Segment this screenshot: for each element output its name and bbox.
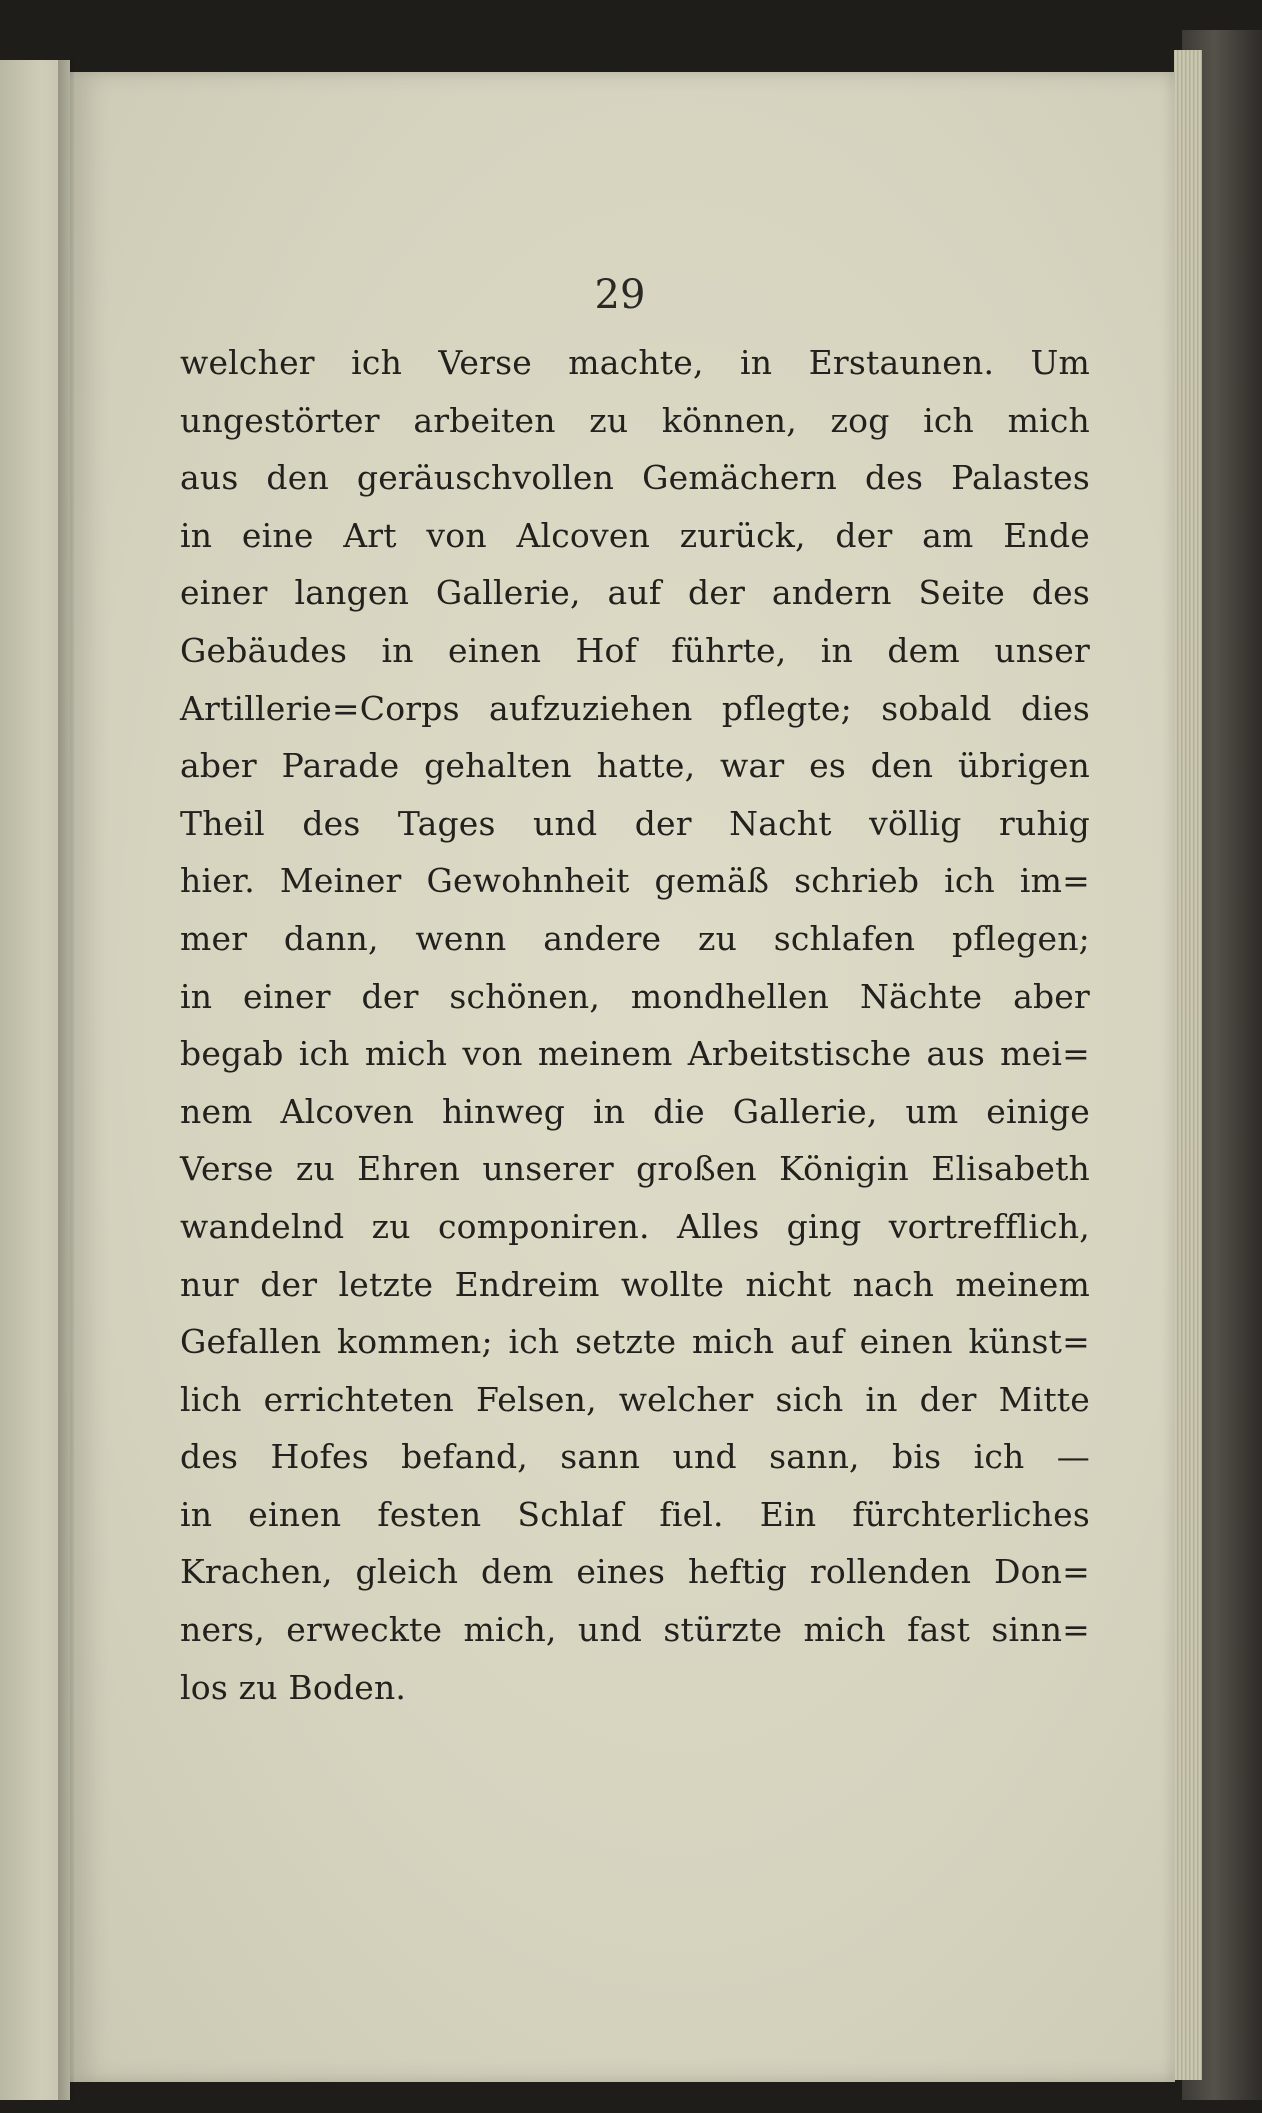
text-line: Theil des Tages und der Nacht völlig ruhig	[180, 803, 1090, 843]
text-line: lich errichteten Felsen, welcher sich in der Mitte	[180, 1379, 1090, 1419]
page-stack-edge	[1174, 50, 1202, 2080]
text-line: in eine Art von Alcoven zurück, der am Ende	[180, 515, 1090, 555]
text-line: los zu Boden.	[180, 1667, 407, 1707]
page-text	[180, 334, 1090, 1716]
text-line: Krachen, gleich dem eines heftig rollenden Don=	[180, 1552, 1090, 1592]
text-line: hier. Meiner Gewohnheit gemäß schrieb ich im=	[180, 861, 1090, 901]
text-line: ungestörter arbeiten zu können, zog ich mich	[180, 400, 1090, 440]
binding-gutter	[58, 60, 74, 2100]
text-line: des Hofes befand, sann und sann, bis ich —	[180, 1437, 1090, 1477]
text-line: welcher ich Verse machte, in Erstaunen. Um	[180, 343, 1090, 382]
text-line: ners, erweckte mich, und stürzte mich fast sinn=	[180, 1610, 1090, 1650]
text-line: Verse zu Ehren unserer großen Königin Elisabeth	[180, 1149, 1090, 1189]
text-line: Gefallen kommen; ich setzte mich auf einen künst=	[180, 1322, 1090, 1362]
text-line: mer dann, wenn andere zu schlafen pflegen;	[180, 918, 1090, 958]
text-line: in einen festen Schlaf fiel. Ein fürchterliches	[180, 1494, 1090, 1534]
text-line: aus den geräuschvollen Gemächern des Palastes	[180, 458, 1090, 498]
text-line: Gebäudes in einen Hof führte, in dem unser	[180, 630, 1090, 670]
text-line: nem Alcoven hinweg in die Gallerie, um einige	[180, 1091, 1090, 1131]
text-line: Artillerie=Corps aufzuziehen pflegte; sobald dies	[180, 688, 1090, 728]
text-line: begab ich mich von meinem Arbeitstische aus mei=	[180, 1034, 1090, 1074]
page-number: 29	[594, 272, 646, 318]
text-line: in einer der schönen, mondhellen Nächte aber	[180, 976, 1090, 1016]
text-line: nur der letzte Endreim wollte nicht nach meinem	[180, 1264, 1090, 1304]
text-line: wandelnd zu componiren. Alles ging vortrefflich,	[180, 1206, 1090, 1246]
book-page	[70, 72, 1175, 2082]
text-line: einer langen Gallerie, auf der andern Seite des	[180, 573, 1090, 613]
text-line: aber Parade gehalten hatte, war es den übrigen	[180, 746, 1090, 786]
